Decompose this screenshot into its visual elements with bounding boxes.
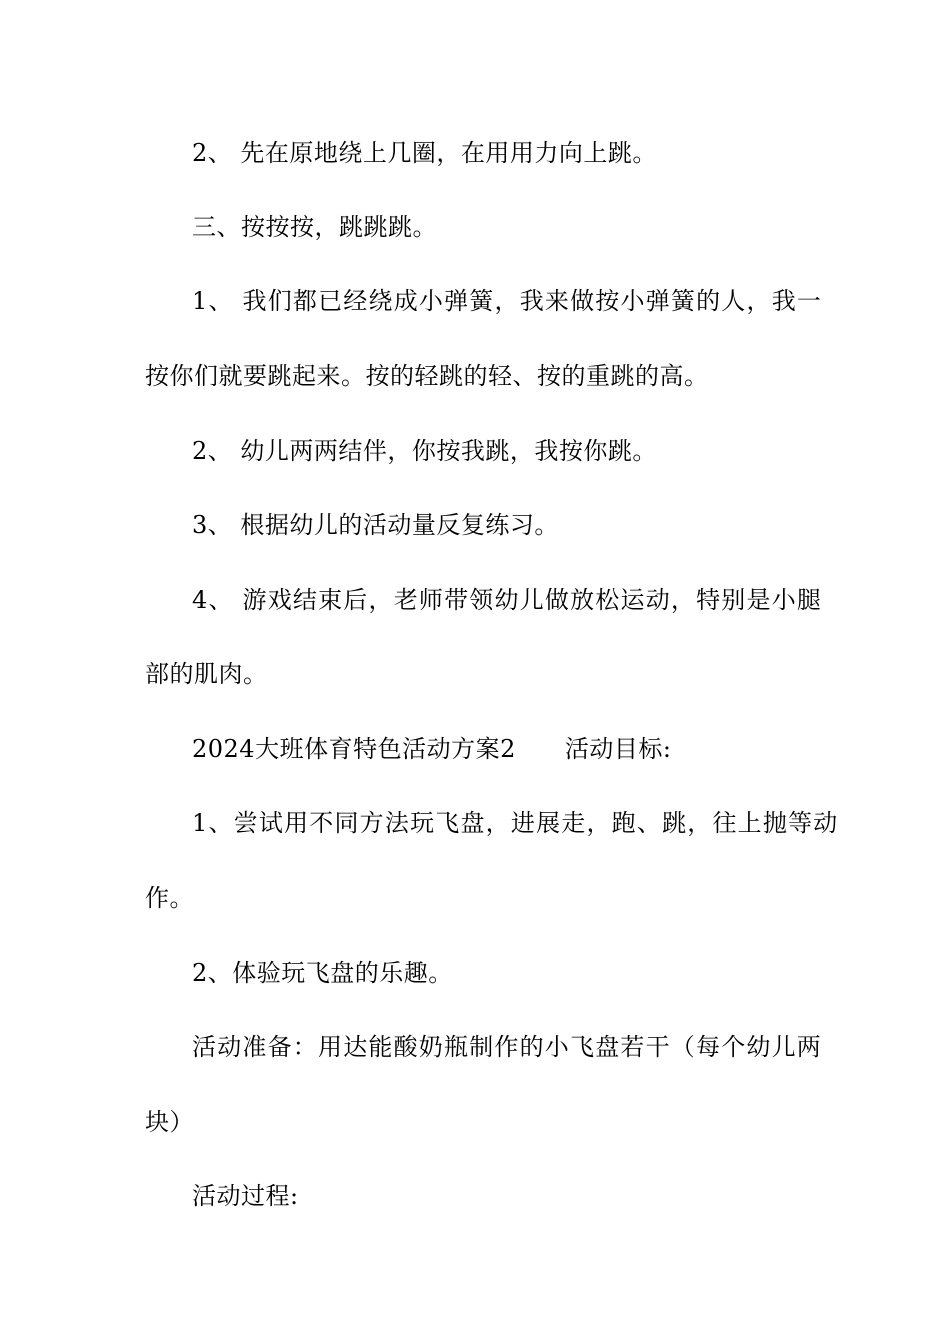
paragraph-line: 1、尝试用不同方法玩飞盘，进展走，跑、跳，往上抛等动 xyxy=(192,809,839,837)
paragraph-line: 2、 幼儿两两结伴，你按我跳，我按你跳。 xyxy=(192,437,657,465)
paragraph-line: 作。 xyxy=(145,884,194,912)
paragraph-line: 4、 游戏结束后，老师带领幼儿做放松运动，特别是小腿 xyxy=(192,586,823,614)
paragraph-line: 部的肌肉。 xyxy=(145,660,268,688)
paragraph-line: 活动准备：用达能酸奶瓶制作的小飞盘若干（每个幼儿两 xyxy=(192,1033,822,1061)
paragraph-line: 2、体验玩飞盘的乐趣。 xyxy=(192,959,453,987)
paragraph-line: 3、 根据幼儿的活动量反复练习。 xyxy=(192,511,559,539)
paragraph-line: 按你们就要跳起来。按的轻跳的轻、按的重跳的高。 xyxy=(145,362,709,390)
paragraph-line: 2、 先在原地绕上几圈，在用用力向上跳。 xyxy=(192,139,657,167)
paragraph-line: 块） xyxy=(145,1108,194,1136)
paragraph-line: 1、 我们都已经绕成小弹簧，我来做按小弹簧的人，我一 xyxy=(192,287,823,315)
paragraph-line: 活动过程: xyxy=(192,1182,299,1210)
section-title: 2024大班体育特色活动方案2 活动目标: xyxy=(192,735,672,763)
section-heading: 三、按按按，跳跳跳。 xyxy=(192,213,437,241)
